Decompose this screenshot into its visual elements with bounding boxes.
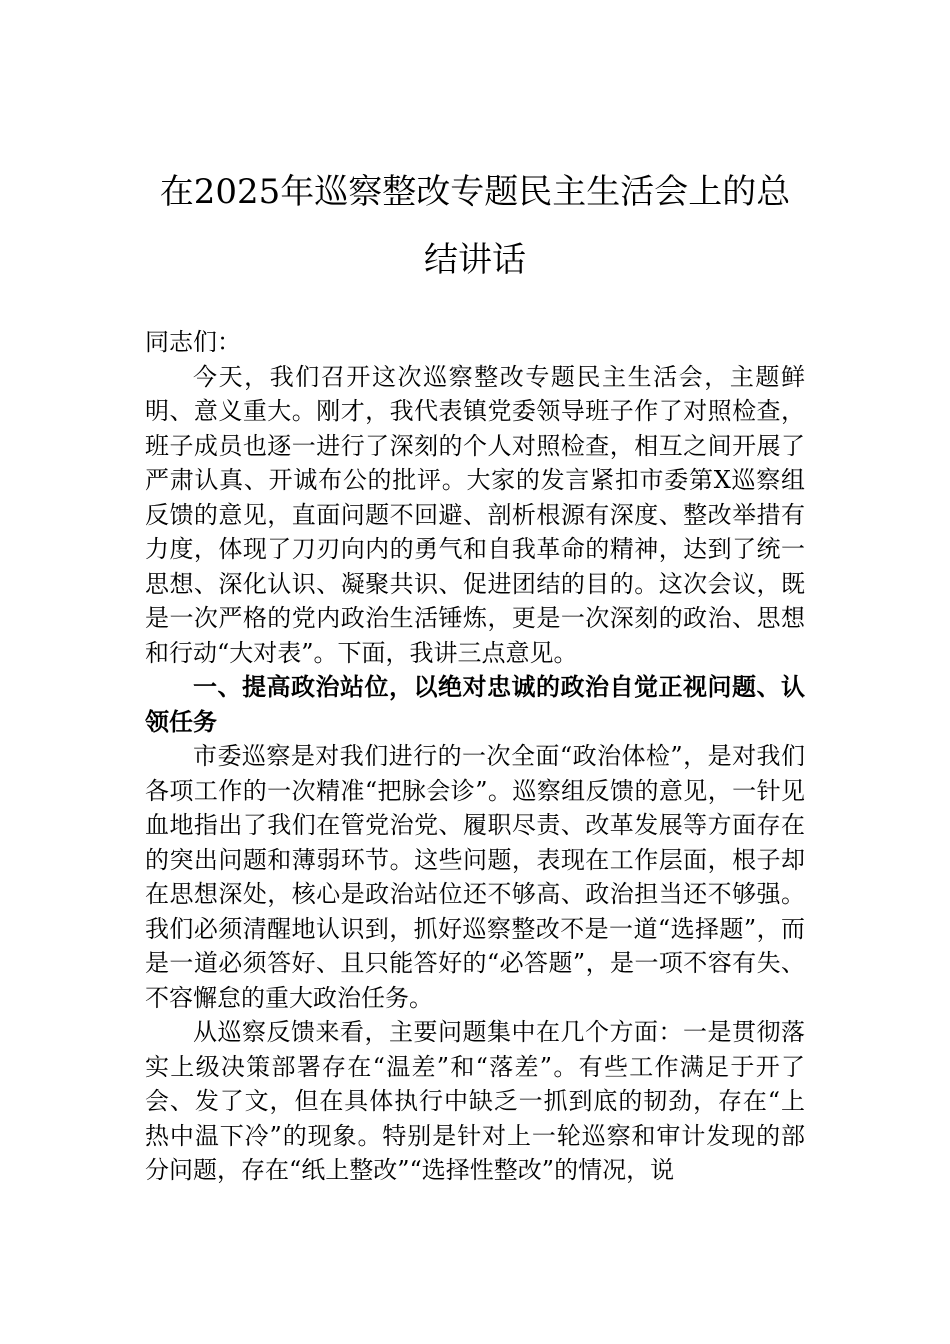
paragraph-section1-2: 从巡察反馈来看，主要问题集中在几个方面：一是贯彻落实上级决策部署存在“温差”和“落差”。有些工作满足于开了会、发了文，但在具体执行中缺乏一抓到底的韧劲，存在“上热中温下冷”的现象。特别是针对上一轮巡察和审计发现的部分问题，存在“纸上整改”“选择性整改”的情况，说 xyxy=(145,1018,805,1184)
salutation: 同志们： xyxy=(145,328,241,356)
paragraph-section1-1: 市委巡察是对我们进行的一次全面“政治体检”，是对我们各项工作的一次精准“把脉会诊”。巡察组反馈的意见，一针见血地指出了我们在管党治党、履职尽责、改革发展等方面存在的突出问题和薄弱环节。这些问题，表现在工作层面，根子却在思想深处，核心是政治站位还不够高、政治担当还不够强。我们必须清醒地认识到，抓好巡察整改不是一道“选择题”，而是一道必须答好、且只能答好的“必答题”，是一项不容有失、不容懈怠的重大政治任务。 xyxy=(145,742,805,1012)
title-line-2: 结讲话 xyxy=(424,240,526,280)
document-body xyxy=(145,325,805,1188)
paragraph-intro: 今天，我们召开这次巡察整改专题民主生活会，主题鲜明、意义重大。刚才，我代表镇党委领导班子作了对照检查，班子成员也逐一进行了深刻的个人对照检查，相互之间开展了严肃认真、开诚布公的批评。大家的发言紧扣市委第X巡察组反馈的意见，直面问题不回避、剖析根源有深度、整改举措有力度，体现了刀刃向内的勇气和自我革命的精神，达到了统一思想、深化认识、凝聚共识、促进团结的目的。这次会议，既是一次严格的党内政治生活锤炼，更是一次深刻的政治、思想和行动“大对表”。下面，我讲三点意见。 xyxy=(145,362,805,667)
title-line-1: 在2025年巡察整改专题民主生活会上的总 xyxy=(159,172,791,212)
document-title xyxy=(140,158,810,294)
section-heading-1: 一、提高政治站位，以绝对忠诚的政治自觉正视问题、认领任务 xyxy=(145,672,805,736)
